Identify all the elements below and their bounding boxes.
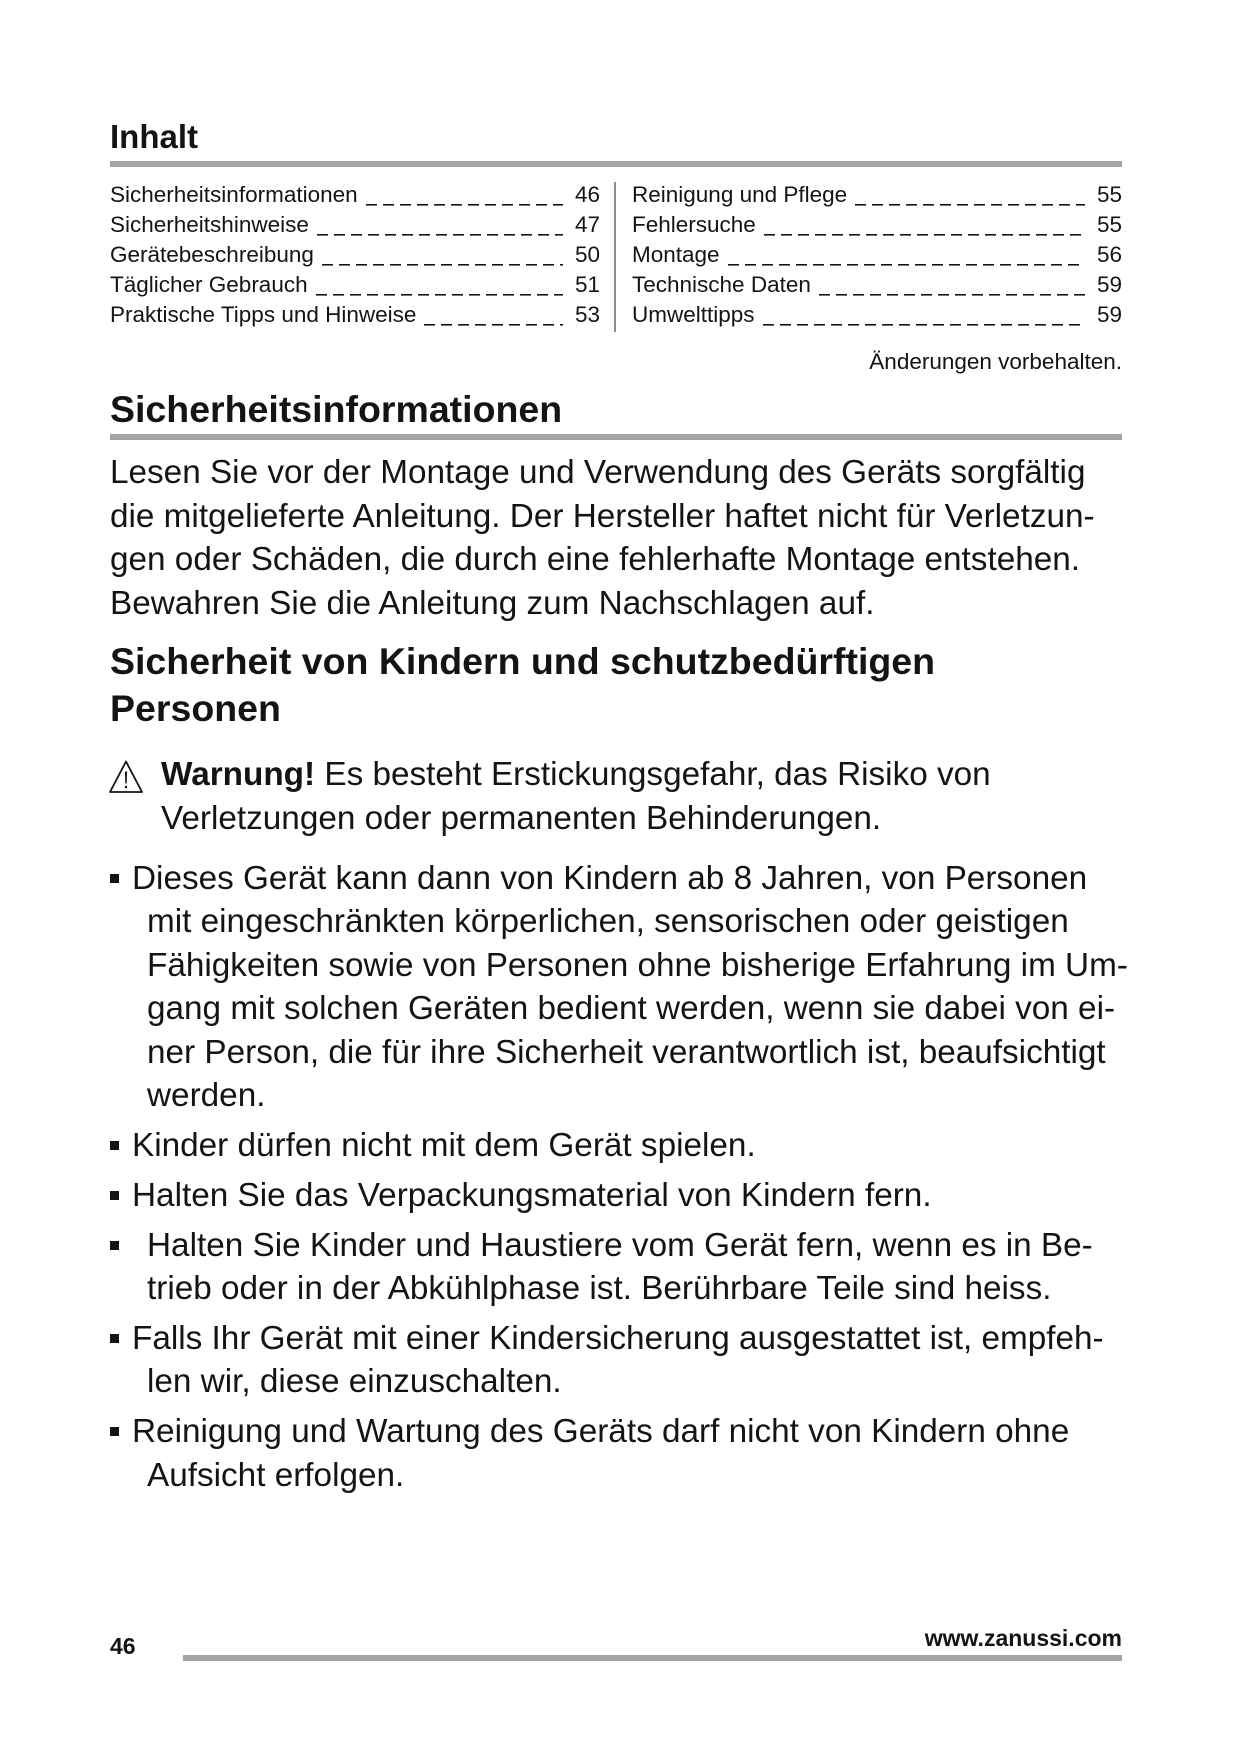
list-item-line: werden. — [147, 1076, 266, 1114]
subsection-title: Sicherheit von Kindern und schutzbedürftigen Personen — [110, 640, 936, 729]
square-bullet-icon — [110, 1191, 119, 1200]
toc-leader — [728, 240, 1085, 270]
toc-leader — [424, 300, 563, 330]
toc-entry-page: 50 — [574, 242, 600, 267]
list-item-line: Kinder dürfen nicht mit dem Gerät spielen. — [132, 1126, 756, 1164]
toc-entry-label: Sicherheitshinweise — [110, 212, 309, 237]
warning-text: Es besteht Erstickungsgefahr, das Risiko von — [324, 756, 991, 793]
warning-line — [161, 753, 991, 797]
page-number: 46 — [110, 1633, 136, 1659]
toc-leader — [317, 210, 563, 240]
toc-entry-label: Gerätebeschreibung — [110, 242, 314, 267]
toc-leader — [322, 240, 563, 270]
toc-entry-label: Sicherheitsinformationen — [110, 182, 358, 207]
square-bullet-icon — [110, 1334, 119, 1343]
toc-entry-page: 51 — [574, 272, 600, 297]
toc-entry-label: Reinigung und Pflege — [632, 182, 848, 207]
list-item-line: Dieses Gerät kann dann von Kindern ab 8 Jahren, von Personen — [132, 860, 1088, 897]
warning-line: Verletzungen oder permanenten Behinderungen. — [161, 800, 882, 837]
square-bullet-icon — [110, 1241, 119, 1250]
square-bullet-icon — [110, 874, 119, 883]
toc-entry — [632, 270, 1122, 300]
paragraph-line: gen oder Schäden, die durch eine fehlerhafte Montage entstehen. — [110, 541, 1081, 579]
list-item-line: len wir, diese einzuschalten. — [147, 1363, 562, 1401]
toc-title-rule — [110, 161, 1122, 167]
toc-entry-label: Technische Daten — [632, 272, 811, 297]
paragraph-line: Bewahren Sie die Anleitung zum Nachschlagen auf. — [110, 585, 875, 623]
footer-rule — [183, 1655, 1122, 1661]
list-item-line: trieb oder in der Abkühlphase ist. Berührbare Teile sind heiss. — [147, 1270, 1052, 1308]
list-item — [110, 1317, 1130, 1404]
toc-entry — [110, 300, 600, 330]
toc-entry-page: 46 — [574, 182, 600, 207]
toc-entry-page: 47 — [574, 212, 600, 237]
toc-leader — [366, 180, 563, 210]
list-item-line: Halten Sie Kinder und Haustiere vom Gerät fern, wenn es in Be- — [147, 1226, 1093, 1264]
website-url: www.zanussi.com — [924, 1625, 1122, 1651]
section-title: Sicherheitsinformationen — [110, 388, 563, 430]
list-item-line: Aufsicht erfolgen. — [147, 1456, 405, 1494]
toc-entry-label: Montage — [632, 242, 720, 267]
list-item — [110, 1124, 1130, 1167]
toc-entry — [632, 180, 1122, 210]
toc-entry — [110, 240, 600, 270]
list-item-line: Falls Ihr Gerät mit einer Kindersicherung ausgestattet ist, empfeh- — [132, 1319, 1104, 1357]
list-item-line: mit eingeschränkten körperlichen, sensorischen oder geistigen — [147, 903, 1069, 941]
toc-entry — [632, 300, 1122, 330]
toc-entry-page: 55 — [1096, 212, 1122, 237]
toc-entry-label: Täglicher Gebrauch — [110, 272, 308, 297]
toc-leader — [855, 180, 1085, 210]
warning-label: Warnung! — [161, 756, 316, 793]
changes-reserved-note: Änderungen vorbehalten. — [869, 349, 1122, 374]
toc-leader — [764, 210, 1085, 240]
list-item-line: ner Person, die für ihre Sicherheit verantwortlich ist, beaufsichtigt — [147, 1033, 1106, 1071]
list-item — [110, 1224, 1130, 1311]
toc-entry-label: Fehlersuche — [632, 212, 756, 237]
toc-entry-page: 55 — [1096, 182, 1122, 207]
safety-bullet-list — [110, 857, 1130, 1497]
list-item — [110, 1410, 1130, 1497]
toc-leader — [316, 270, 563, 300]
toc-entry-page: 59 — [1096, 302, 1122, 327]
toc-entry — [110, 180, 600, 210]
paragraph-line: die mitgelieferte Anleitung. Der Hersteller haftet nicht für Verletzun- — [110, 497, 1095, 535]
toc-entry — [632, 210, 1122, 240]
list-item-line: Fähigkeiten sowie von Personen ohne bisherige Erfahrung im Um- — [147, 946, 1128, 984]
toc-entry-page: 56 — [1096, 242, 1122, 267]
list-item — [110, 1174, 1130, 1217]
toc-left-column — [110, 180, 600, 330]
toc-entry-label: Praktische Tipps und Hinweise — [110, 302, 417, 327]
section-title-rule — [110, 434, 1122, 440]
toc-right-column — [632, 180, 1122, 330]
square-bullet-icon — [110, 1141, 119, 1150]
intro-paragraph — [110, 451, 1095, 626]
toc-entry — [110, 270, 600, 300]
toc-entry-page: 59 — [1096, 272, 1122, 297]
list-item-line: gang mit solchen Geräten bedient werden, wenn sie dabei von ei- — [147, 990, 1116, 1028]
toc-leader — [763, 300, 1085, 330]
toc-leader — [819, 270, 1085, 300]
toc-entry-page: 53 — [574, 302, 600, 327]
toc-entry — [632, 240, 1122, 270]
list-item-line: Halten Sie das Verpackungsmaterial von Kindern fern. — [132, 1176, 932, 1214]
warning-triangle-icon — [108, 759, 144, 795]
toc-column-divider — [614, 182, 616, 332]
warning-notice — [161, 753, 991, 841]
square-bullet-icon — [110, 1427, 119, 1436]
toc-entry — [110, 210, 600, 240]
toc-title: Inhalt — [110, 118, 198, 155]
list-item — [110, 857, 1130, 1117]
list-item-line: Reinigung und Wartung des Geräts darf nicht von Kindern ohne — [132, 1413, 1070, 1451]
paragraph-line: Lesen Sie vor der Montage und Verwendung des Geräts sorgfältig — [110, 454, 1086, 491]
toc-entry-label: Umwelttipps — [632, 302, 755, 327]
